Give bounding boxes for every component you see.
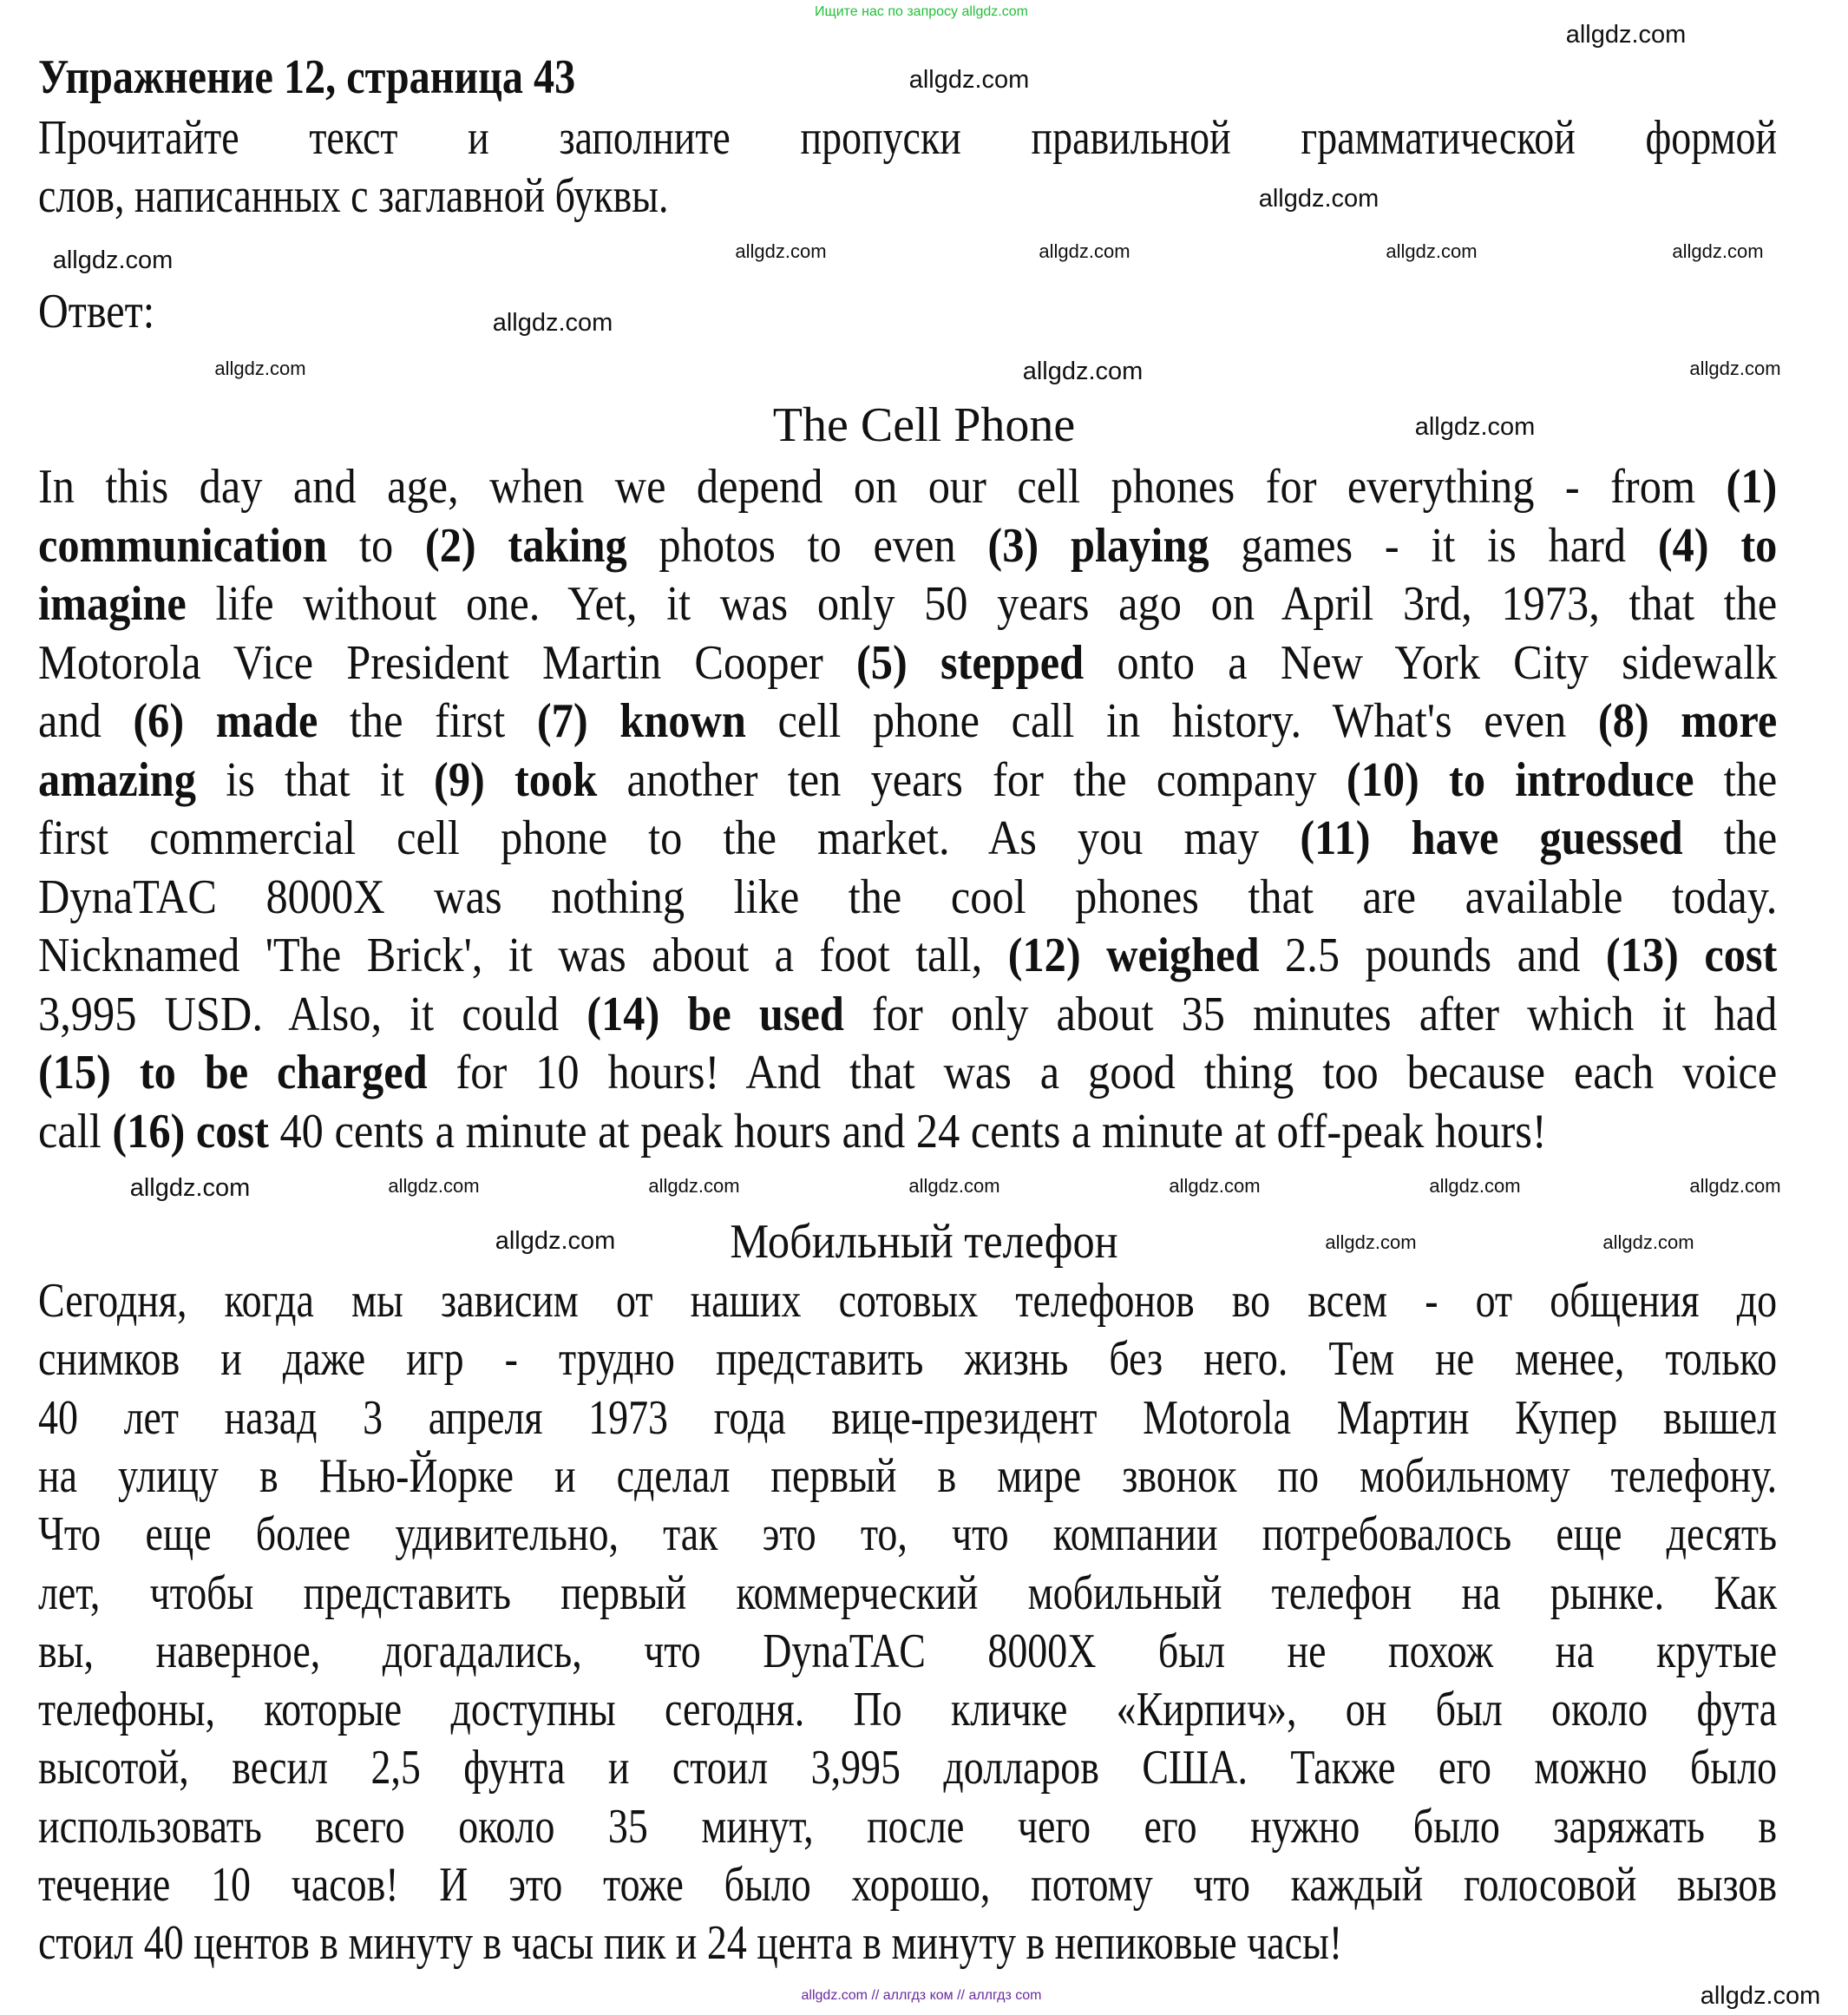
watermark: allgdz.com: [52, 246, 174, 274]
answer-word: (10) to introduce: [1346, 752, 1694, 807]
watermark: allgdz.com: [1169, 1175, 1261, 1197]
watermark: allgdz.com: [1672, 240, 1764, 262]
exercise-title: Упражнение 12, страница 43: [38, 50, 576, 104]
watermark: allgdz.com: [1429, 1175, 1521, 1197]
text-segment: cell phone call in history. What's even: [745, 694, 1598, 748]
text-segment: to: [327, 518, 425, 573]
answer-word: (5) stepped: [855, 635, 1085, 690]
text-segment: is that it: [195, 752, 435, 807]
english-line: [38, 986, 1777, 1044]
watermark: allgdz.com: [908, 66, 1030, 94]
answer-word: (7) known: [536, 694, 746, 748]
russian-line: 40 лет назад 3 апреля 1973 года вице-президент Motorola Мартин Купер вышел: [38, 1390, 1778, 1445]
russian-line: снимков и даже игр - трудно представить жизнь без него. Тем не менее, только: [38, 1332, 1778, 1387]
watermark: allgdz.com: [908, 1175, 1000, 1197]
answer-word: (14) be used: [587, 987, 844, 1041]
text-segment: for 10 hours! And that was a good thing too because each voice: [427, 1046, 1778, 1099]
answer-label: Ответ:: [38, 285, 155, 338]
watermark: allgdz.com: [1325, 1231, 1417, 1253]
text-segment: the: [1694, 752, 1778, 807]
watermark: allgdz.com: [1386, 240, 1478, 262]
english-line: [38, 575, 1777, 633]
text-segment: the: [1682, 811, 1778, 865]
russian-line: лет, чтобы представить первый коммерческий мобильный телефон на рынке. Как: [38, 1565, 1778, 1620]
answer-word: (1): [1726, 460, 1778, 514]
english-line: [38, 869, 1777, 927]
answer-word: (9) took: [434, 752, 598, 807]
instruction-line: Прочитайте текст и заполните пропуски правильной грамматической формой: [38, 111, 1778, 165]
watermark: allgdz.com: [129, 1174, 251, 1202]
watermark: allgdz.com: [492, 309, 613, 337]
text-segment: DynaTAC 8000X was nothing like the cool phones that are available today.: [38, 870, 1778, 924]
answer-word: (11) have guessed: [1300, 811, 1683, 865]
answer-word: (8) more: [1597, 694, 1778, 748]
watermark: allgdz.com: [1039, 240, 1130, 262]
english-line: [38, 692, 1777, 751]
english-line: [38, 517, 1777, 575]
text-segment: another ten years for the company: [597, 752, 1347, 807]
answer-word: (13) cost: [1605, 929, 1778, 982]
watermark: allgdz.com: [648, 1175, 740, 1197]
watermark: allgdz.com: [495, 1227, 616, 1255]
russian-heading: Мобильный телефон: [730, 1215, 1118, 1269]
watermark: allgdz.com: [1689, 358, 1781, 379]
watermark: allgdz.com: [735, 240, 827, 262]
footer-watermark: allgdz.com // аллгдз ком // аллгдз com: [801, 1988, 1042, 2003]
russian-line: вы, наверное, догадались, что DynaTAC 8000X был не похож на крутые: [38, 1624, 1778, 1678]
text-segment: call: [38, 1104, 113, 1158]
watermark: allgdz.com: [1565, 21, 1687, 49]
text-segment: life without one. Yet, it was only 50 years ago on April 3rd, 1973, that the: [186, 577, 1778, 631]
russian-line: стоил 40 центов в минуту в часы пик и 24 цента в минуту в непиковые часы!: [38, 1916, 1343, 1971]
search-hint-banner: Ищите нас по запросу allgdz.com: [815, 4, 1028, 19]
text-segment: onto a New York City sidewalk: [1084, 635, 1778, 690]
answer-word: imagine: [38, 577, 187, 631]
text-segment: Nicknamed 'The Brick', it was about a foot tall,: [38, 929, 1008, 982]
answer-word: amazing: [38, 752, 196, 807]
answer-word: (4) to: [1657, 518, 1778, 573]
answer-word: (2) taking: [424, 518, 627, 573]
english-line: [38, 1044, 1777, 1102]
russian-line: использовать всего около 35 минут, после чего его нужно было заряжать в: [38, 1799, 1778, 1854]
watermark: allgdz.com: [388, 1175, 480, 1197]
english-line: [38, 458, 1777, 516]
instruction-line: слов, написанных с заглавной буквы.: [38, 169, 669, 223]
answer-word: communication: [38, 518, 328, 573]
text-segment: In this day and age, when we depend on our cell phones for everything - from: [38, 460, 1727, 514]
answer-word: (16) cost: [112, 1104, 269, 1158]
answer-word: (12) weighed: [1007, 929, 1260, 982]
english-heading: The Cell Phone: [772, 398, 1076, 452]
russian-line: высотой, весил 2,5 фунта и стоил 3,995 долларов США. Также его можно было: [38, 1741, 1778, 1795]
text-segment: first commercial cell phone to the market. As you may: [38, 811, 1301, 865]
russian-line: Сегодня, когда мы зависим от наших сотовых телефонов во всем - от общения до: [38, 1274, 1778, 1328]
answer-word: (3) playing: [987, 518, 1209, 573]
answer-word: (15) to be charged: [38, 1046, 428, 1099]
russian-line: течение 10 часов! И это тоже было хорошо, потому что каждый голосовой вызов: [38, 1858, 1778, 1912]
watermark: allgdz.com: [1700, 1982, 1821, 2010]
english-line: [38, 752, 1777, 810]
english-line: [38, 634, 1777, 692]
watermark: allgdz.com: [1602, 1231, 1694, 1253]
watermark: allgdz.com: [1689, 1175, 1781, 1197]
watermark: allgdz.com: [1258, 185, 1379, 213]
text-segment: 2.5 pounds and: [1259, 929, 1606, 982]
answer-word: (6) made: [133, 694, 318, 748]
watermark: allgdz.com: [1414, 413, 1536, 441]
text-segment: games - it is hard: [1209, 518, 1658, 573]
text-segment: and: [38, 694, 134, 748]
text-segment: photos to even: [626, 518, 988, 573]
text-segment: 3,995 USD. Also, it could: [38, 987, 587, 1041]
english-line: [38, 927, 1777, 985]
text-segment: for only about 35 minutes after which it had: [843, 987, 1778, 1041]
english-line: [38, 810, 1777, 868]
russian-line: Что еще более удивительно, так это то, что компании потребовалось еще десять: [38, 1507, 1778, 1562]
watermark: allgdz.com: [1022, 358, 1144, 385]
russian-line: на улицу в Нью-Йорке и сделал первый в мире звонок по мобильному телефону.: [38, 1448, 1778, 1503]
text-segment: the first: [318, 694, 537, 748]
english-line: [38, 1103, 1777, 1161]
russian-line: телефоны, которые доступны сегодня. По кличке «Кирпич», он был около фута: [38, 1683, 1778, 1737]
watermark: allgdz.com: [214, 358, 306, 379]
text-segment: Motorola Vice President Martin Cooper: [38, 635, 856, 690]
text-segment: 40 cents a minute at peak hours and 24 cents a minute at off-peak hours!: [268, 1104, 1547, 1158]
